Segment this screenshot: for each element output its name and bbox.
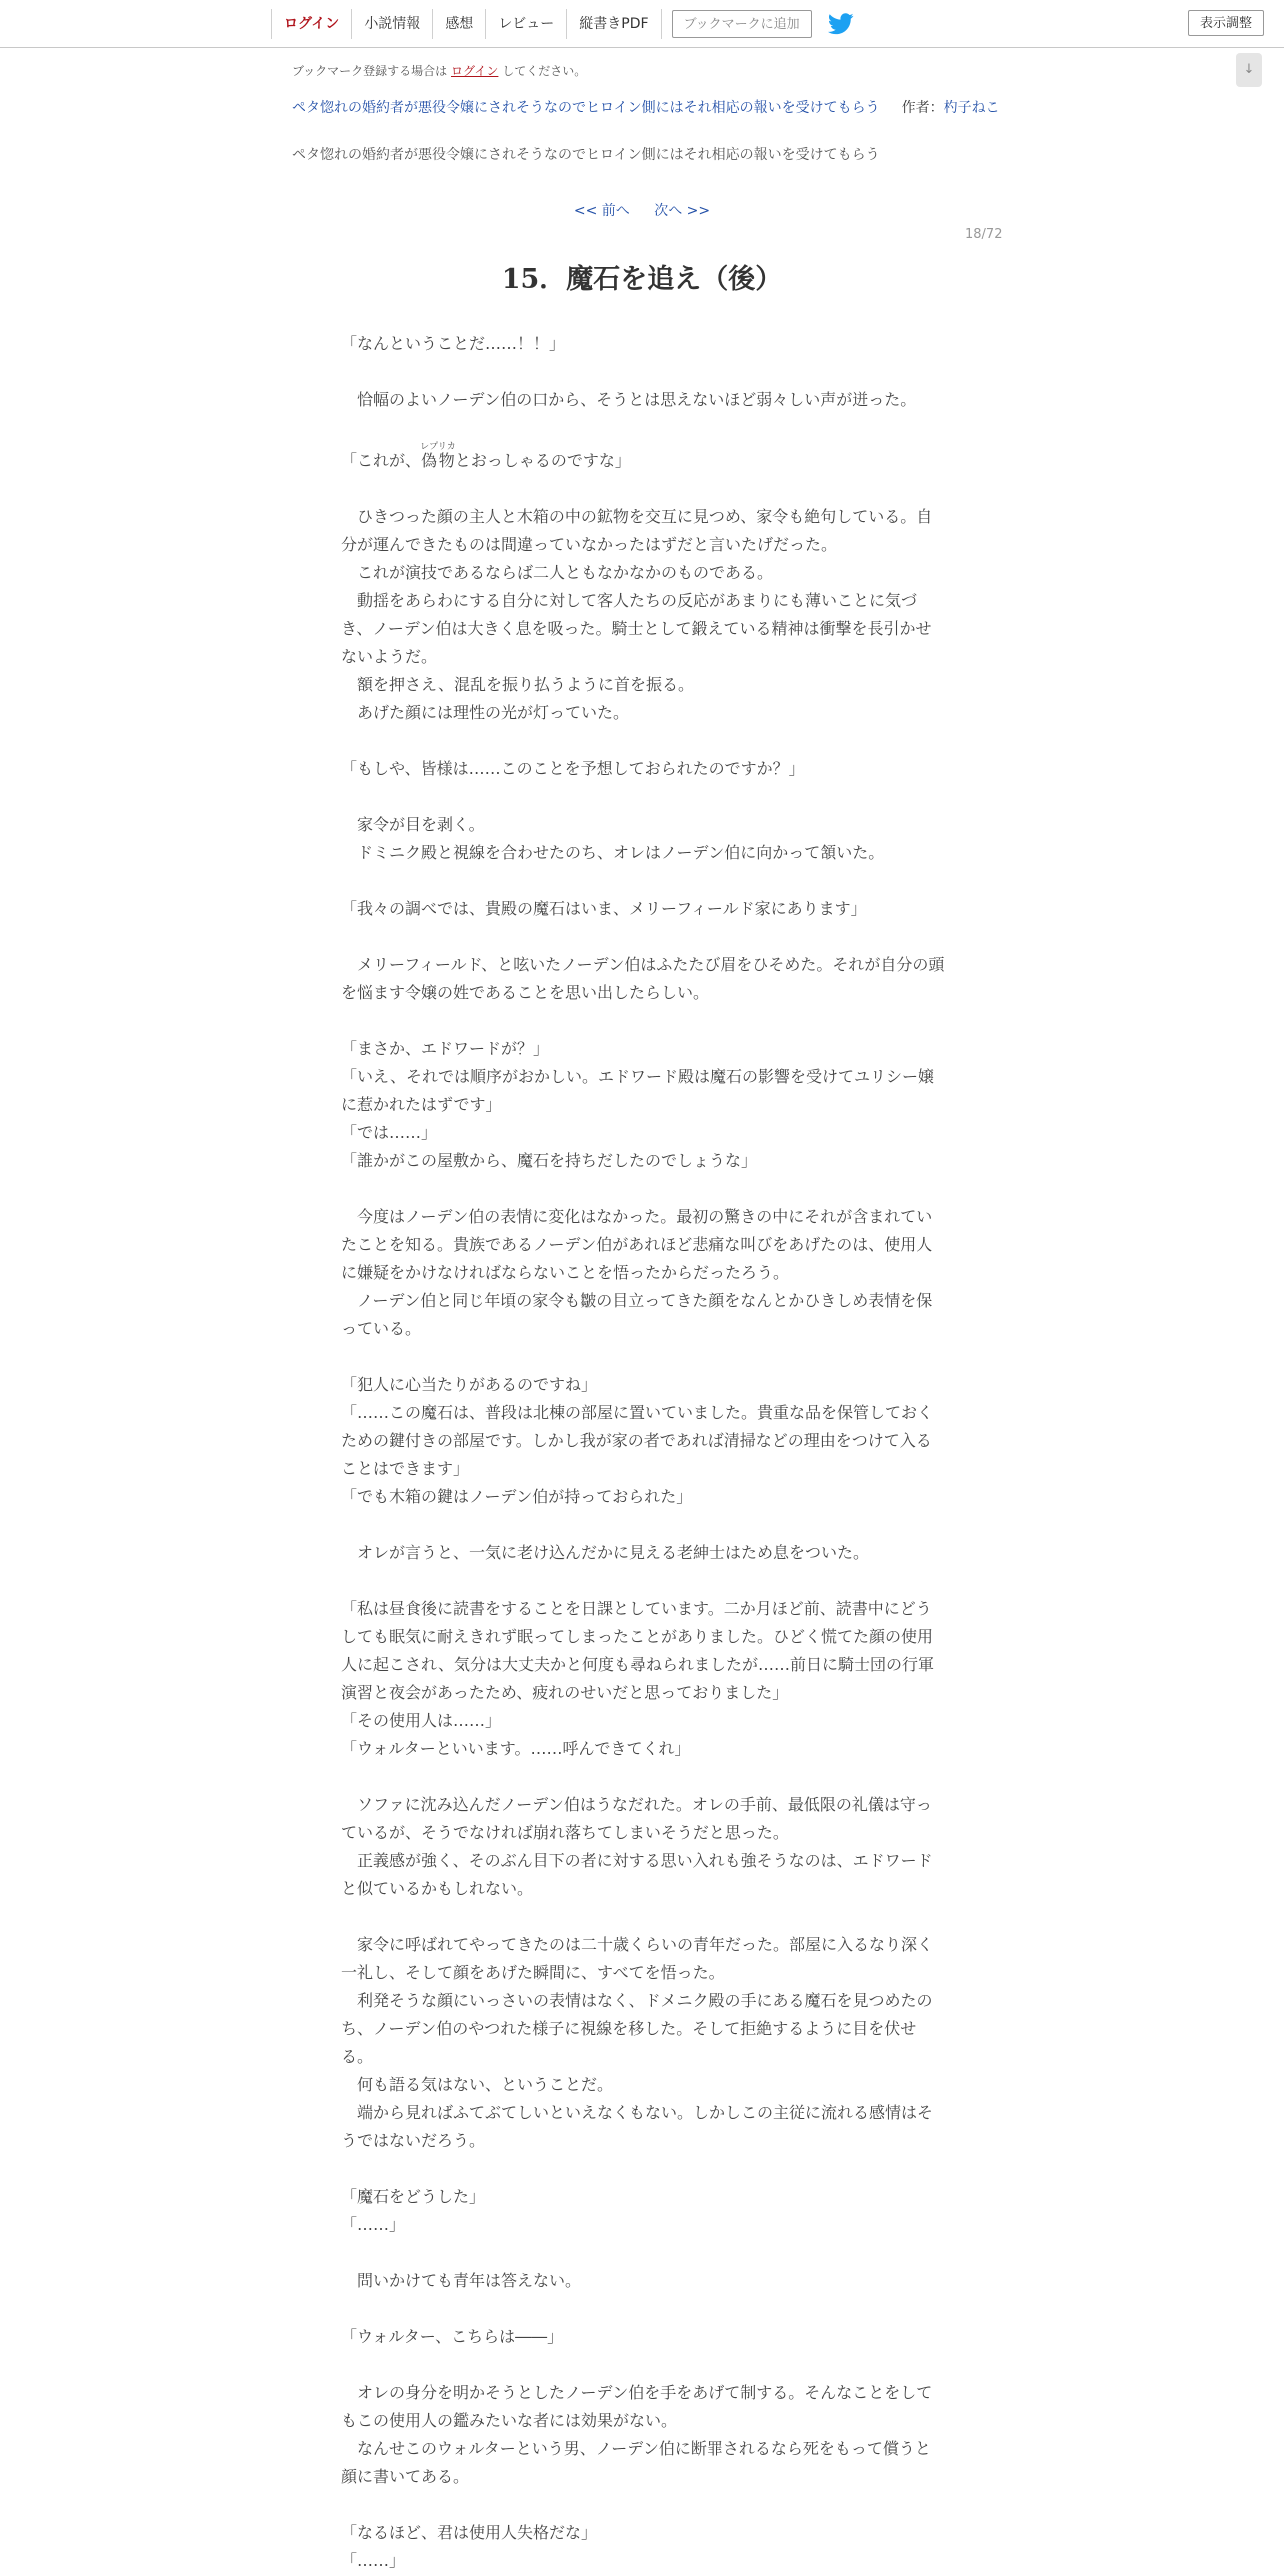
body-line: 「でも木箱の鍵はノーデン伯が持っておられた」 <box>341 1487 693 1506</box>
body-line: 「ウォルター、こちらは――」 <box>341 2327 564 2346</box>
body-line: 利発そうな顔にいっさいの表情はなく、ドメニク殿の手にある魔石を見つめたのち、ノーデン伯のやつれた様子に視線を移した。そして拒絶するように目を伏せる。 <box>341 1991 933 2066</box>
body-line <box>341 1903 945 1931</box>
body-line: 「まさか、エドワードが？」 <box>341 1039 550 1058</box>
body-line <box>341 1343 945 1371</box>
body-line: 今度はノーデン伯の表情に変化はなかった。最初の驚きの中にそれが含まれていたことを知る。貴族であるノーデン伯があれほど悲痛な叫びをあげたのは、使用人に嫌疑をかけなければならないことを悟ったからだったろう。 <box>341 1207 933 1282</box>
body-line: 正義感が強く、そのぶん目下の者に対する思い入れも強そうなのは、エドワードと似ているかもしれない。 <box>341 1851 933 1898</box>
body-line <box>341 414 945 442</box>
body-line <box>341 1567 945 1595</box>
bookmark-login-notice <box>292 62 586 79</box>
novel-subtitle: ペタ惚れの婚約者が悪役令嬢にされそうなのでヒロイン側にはそれ相応の報いを受けてもらう <box>292 147 880 163</box>
notice-login-link[interactable]: ログイン <box>451 64 499 78</box>
author-link[interactable]: 杓子ねこ <box>943 100 1000 116</box>
body-line: 問いかけても青年は答えない。 <box>341 2271 582 2290</box>
body-line <box>341 2295 945 2323</box>
body-line-with-ruby <box>341 442 945 475</box>
ruby-line-before: 「これが、 <box>341 451 422 470</box>
body-line <box>341 867 945 895</box>
body-line: なんせこのウォルターという男、ノーデン伯に断罪されるなら死をもって償うと顔に書いてある。 <box>341 2439 931 2486</box>
nav-separator <box>661 9 662 39</box>
notice-text-after: してください。 <box>502 64 587 78</box>
body-line: 家令に呼ばれてやってきたのは二十歳くらいの青年だった。部屋に入るなり深く一礼し、そして顔をあげた瞬間に、すべてを悟った。 <box>341 1935 934 1982</box>
top-navigation-bar <box>0 0 1284 48</box>
body-line <box>341 1763 945 1791</box>
review-link[interactable]: レビュー <box>498 16 555 32</box>
body-line: メリーフィールド、と呟いたノーデン伯はふたたび眉をひそめた。それが自分の頭を悩ます令嬢の姓であることを思い出したらしい。 <box>341 955 945 1002</box>
body-line: 「いえ、それでは順序がおかしい。エドワード殿は魔石の影響を受けてユリシー嬢に惹かれたはずです」 <box>341 1067 934 1114</box>
next-page-link[interactable]: 次へ >> <box>654 203 711 219</box>
login-link[interactable]: ログイン <box>284 16 340 32</box>
body-line: あげた顔には理性の光が灯っていた。 <box>341 703 630 722</box>
pager <box>0 200 1284 220</box>
body-line <box>341 358 945 386</box>
novel-body <box>341 330 945 2575</box>
body-line <box>341 1007 945 1035</box>
body-line: 「……」 <box>341 2551 406 2570</box>
chapter-title: 15．魔石を追え（後） <box>501 264 783 295</box>
series-title-link[interactable]: ペタ惚れの婚約者が悪役令嬢にされそうなのでヒロイン側にはそれ相応の報いを受けてもらう <box>292 100 880 116</box>
body-line: ソファに沈み込んだノーデン伯はうなだれた。オレの手前、最低限の礼儀は守っているが、そうでなければ崩れ落ちてしまいそうだと思った。 <box>341 1795 932 1842</box>
ruby-word <box>420 442 456 470</box>
body-line <box>341 2239 945 2267</box>
series-info <box>292 96 1002 120</box>
body-line: オレの身分を明かそうとしたノーデン伯を手をあげて制する。そんなことをしてもこの使用人の鑑みたいな者には効果がない。 <box>341 2383 933 2430</box>
body-line: ドミニク殿と視線を合わせたのち、オレはノーデン伯に向かって頷いた。 <box>341 843 885 862</box>
body-line: 「犯人に心当たりがあるのですね」 <box>341 1375 598 1394</box>
body-line <box>341 2351 945 2379</box>
body-line: 動揺をあらわにする自分に対して客人たちの反応があまりにも薄いことに気づき、ノーデン伯は大きく息を吸った。騎士として鍛えている精神は衝撃を長引かせないようだ。 <box>341 591 932 666</box>
body-line: 家令が目を剥く。 <box>341 815 485 834</box>
prev-page-link[interactable]: << 前へ <box>573 203 630 219</box>
body-line: 恰幅のよいノーデン伯の口から、そうとは思えないほど弱々しい声が迸った。 <box>341 390 917 409</box>
body-line: 「その使用人は……」 <box>341 1711 502 1730</box>
body-line: 「なるほど、君は使用人失格だな」 <box>341 2523 598 2542</box>
body-line <box>341 783 945 811</box>
body-line: 「……この魔石は、普段は北棟の部屋に置いていました。貴重な品を保管しておくための鍵付きの部屋です。しかし我が家の者であれば清掃などの理由をつけて入ることはできます」 <box>341 1403 934 1478</box>
ruby-reading: レプリカ <box>420 442 456 452</box>
body-line: 「なんということだ……！！」 <box>341 334 566 353</box>
display-settings-button[interactable]: 表示調整 <box>1188 10 1264 36</box>
novel-info-link[interactable]: 小説情報 <box>364 16 421 32</box>
twitter-bird-icon[interactable] <box>828 13 854 35</box>
body-line: 「ウォルターといいます。……呼んできてくれ」 <box>341 1739 691 1758</box>
body-line <box>341 1175 945 1203</box>
body-line: 「では……」 <box>341 1123 438 1142</box>
body-line: 何も語る気はない、ということだ。 <box>341 2075 614 2094</box>
notice-text-before: ブックマーク登録する場合は <box>292 64 448 78</box>
body-line <box>341 2491 945 2519</box>
scroll-down-tab[interactable]: ↓ <box>1236 53 1262 87</box>
body-line <box>341 475 945 503</box>
add-bookmark-button[interactable]: ブックマークに追加 <box>672 10 812 38</box>
page-count: 18/72 <box>965 227 1003 242</box>
body-line: 「もしや、皆様は……このことを予想しておられたのですか？」 <box>341 759 805 778</box>
body-line: 端から見ればふてぶてしいといえなくもない。しかしこの主従に流れる感情はそうではないだろう。 <box>341 2103 934 2150</box>
body-line: これが演技であるならば二人ともなかなかのものである。 <box>341 563 774 582</box>
body-line: 「……」 <box>341 2215 406 2234</box>
body-line: 額を押さえ、混乱を振り払うように首を振る。 <box>341 675 694 694</box>
ruby-line-after: とおっしゃるのですな」 <box>454 451 631 470</box>
author-label: 作者： <box>901 100 944 116</box>
body-line <box>341 2155 945 2183</box>
body-line: 「誰かがこの屋敷から、魔石を持ちだしたのでしょうな」 <box>341 1151 758 1170</box>
body-line: ひきつった顔の主人と木箱の中の鉱物を交互に見つめ、家令も絶句している。自分が運んできたものは間違っていなかったはずだと言いたげだった。 <box>341 507 933 554</box>
ruby-base: 偽物 <box>420 451 456 470</box>
impressions-link[interactable]: 感想 <box>445 16 474 32</box>
body-line <box>341 727 945 755</box>
body-line: 「魔石をどうした」 <box>341 2187 486 2206</box>
body-line: 「私は昼食後に読書をすることを日課としています。二か月ほど前、読書中にどうしても眠気に耐えきれず眠ってしまったことがありました。ひどく慌てた顔の使用人に起こされ、気分は大丈夫かと何度も尋ねられましたが……前日に騎士団の行軍演習と夜会があったため、疲れのせいだと思っておりました」 <box>341 1599 934 1702</box>
vertical-pdf-link[interactable]: 縦書きPDF <box>579 16 649 32</box>
body-line: ノーデン伯と同じ年頃の家令も皺の目立ってきた顔をなんとかひきしめ表情を保っている。 <box>341 1291 933 1338</box>
body-line <box>341 1511 945 1539</box>
body-line <box>341 923 945 951</box>
top-nav-links <box>271 0 854 48</box>
body-line: オレが言うと、一気に老け込んだかに見える老紳士はため息をついた。 <box>341 1543 870 1562</box>
body-line: 「我々の調べでは、貴殿の魔石はいま、メリーフィールド家にあります」 <box>341 899 867 918</box>
